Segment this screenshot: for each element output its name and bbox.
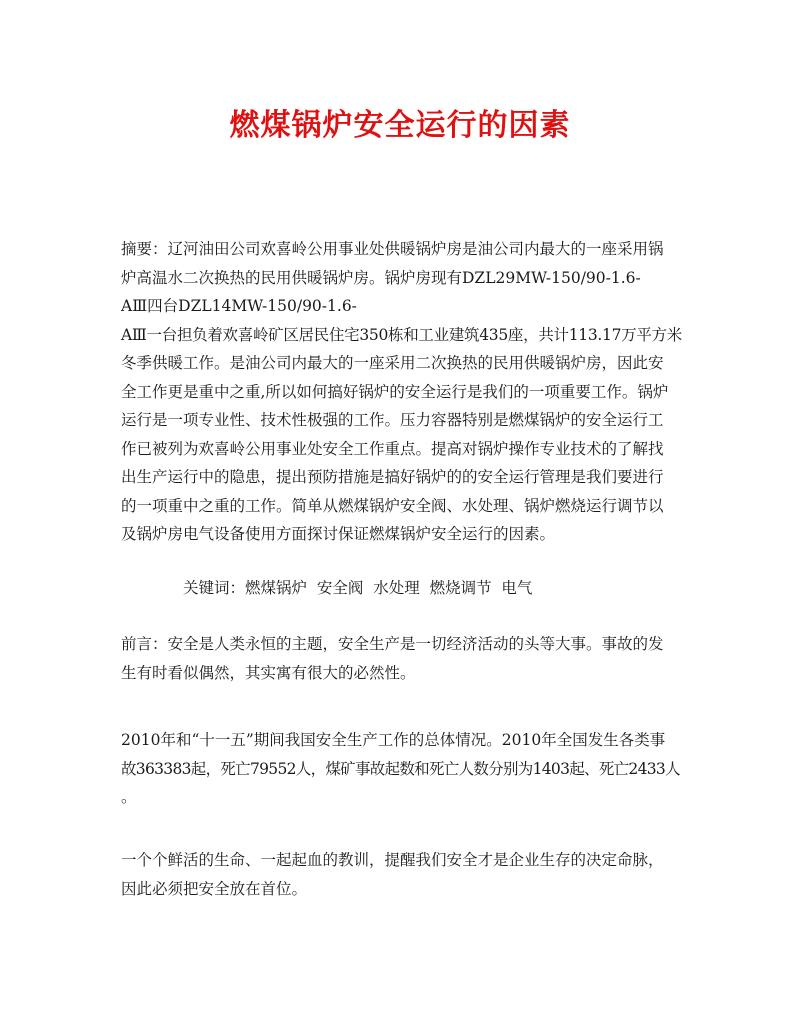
- abstract-line: AⅢ一台担负着欢喜岭矿区居民住宅350栋和工业建筑435座，共计113.17万平方米: [121, 325, 682, 344]
- statistics-line: 故363383起，死亡79552人，煤矿事故起数和死亡人数分别为1403起、死亡2433人: [121, 759, 680, 778]
- abstract-line: 炉高温水二次换热的民用供暖锅炉房。锅炉房现有DZL29MW-150/90-1.6-: [121, 268, 641, 287]
- abstract-line: 出生产运行中的隐患，提出预防措施是搞好锅炉的的安全运行管理是我们要进行: [121, 468, 664, 486]
- keywords-line: 关键词：燃煤锅炉 安全阀 水处理 燃烧调节 电气: [183, 579, 533, 597]
- preface-line: 前言：安全是人类永恒的主题，安全生产是一切经济活动的头等大事。事故的发: [121, 635, 664, 653]
- abstract-line: 的一项重中之重的工作。简单从燃煤锅炉安全阀、水处理、锅炉燃烧运行调节以: [121, 496, 664, 515]
- abstract-line: 摘要：辽河油田公司欢喜岭公用事业处供暖锅炉房是油公司内最大的一座采用锅: [121, 240, 664, 258]
- abstract-line: 全工作更是重中之重,所以如何搞好锅炉的安全运行是我们的一项重要工作。锅炉: [121, 382, 669, 401]
- statistics-line: 2010年和“十一五”期间我国安全生产工作的总体情况。2010年全国发生各类事: [121, 731, 666, 749]
- preface-line: 生有时看似偶然，其实寓有很大的必然性。: [121, 663, 416, 682]
- abstract-line: 及锅炉房电气设备使用方面探讨保证燃煤锅炉安全运行的因素。: [121, 525, 556, 543]
- preface-paragraph: [121, 630, 683, 687]
- abstract-line: 作已被列为欢喜岭公用事业处安全工作重点。提高对锅炉操作专业技术的了解找: [121, 439, 664, 458]
- abstract-line: 冬季供暖工作。是油公司内最大的一座采用二次换热的民用供暖锅炉房，因此安: [121, 354, 664, 372]
- closing-line: 一个个鲜活的生命、一起起血的教训，提醒我们安全才是企业生存的决定命脉，: [121, 851, 664, 869]
- closing-line: 因此必须把安全放在首位。: [121, 879, 308, 898]
- closing-paragraph: [121, 846, 683, 903]
- abstract-line: 运行是一项专业性、技术性极强的工作。压力容器特别是燃煤锅炉的安全运行工: [121, 411, 664, 429]
- abstract-line: AⅢ四台DZL14MW-150/90-1.6-: [121, 297, 357, 315]
- document-title: 燃煤锅炉安全运行的因素: [229, 108, 571, 143]
- statistics-paragraph: [121, 726, 683, 812]
- abstract-paragraph: [121, 235, 683, 549]
- statistics-line: 。: [121, 788, 137, 806]
